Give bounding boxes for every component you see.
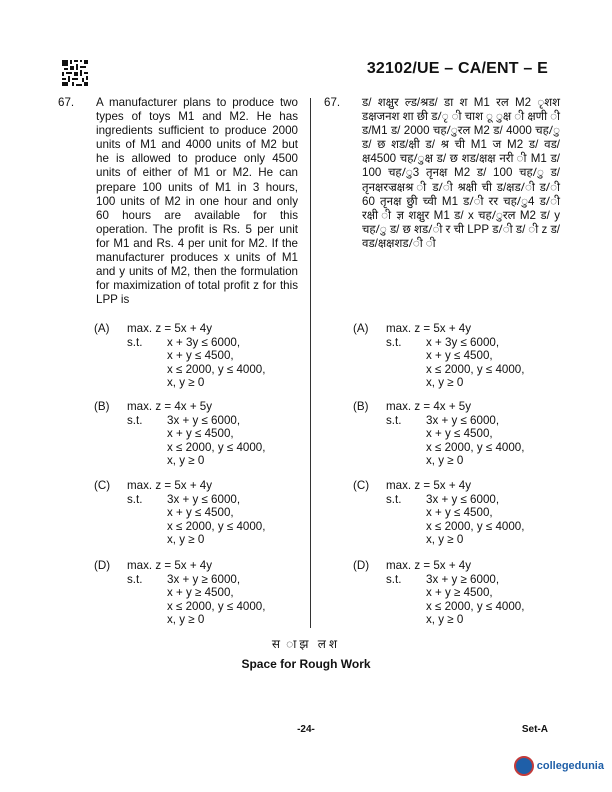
constraint: 3x + y ≤ 6000,: [167, 492, 241, 506]
constraint: x ≤ 2000, y ≤ 4000,: [426, 519, 525, 533]
collegedunia-logo: [514, 756, 604, 776]
option-label: (D): [353, 559, 370, 572]
question-text: ड/ शक्षुर ल्ड/श्रड/ डा श M1 रल M2 ृशश डक्षजनश शा छी ड/ृ ी चाश ू ुक्ष ी क्षणी ी ड/M1 ड/ 2000 चह/ुरल M2 ड/ 4000 चह/ुड/ छ शड/क्षी ड/ श्र ची M1 ज M2 ड/ वड/क्ष4500 चह/ुक्ष ड/ छ शड/क्षक्ष नरी ी M1 ड/ 100 चह/ु3 तृनक्ष M2 ड/ 100 चह/ु ड/तृनक्षरज्रक्षश्र ी ड/ी श्रक्षी ची ड/क्षड/ी ड/ी 60 तृनक्ष छुी च्वी M1 ड/ी रर चह/ु4 ड/ी रक्षी ी ज्ञ शक्षुर M1 ड/ x चह/ुरल M2 ड/ y चह/ु ड/ छ शड/ी र ची LPP ड/ी ड/ ी z ड/ वड/क्षक्षशड/ी ी: [362, 96, 560, 250]
constraint: x, y ≥ 0: [426, 613, 464, 627]
objective: max. z = 4x + 5y: [386, 400, 472, 413]
rough-work-label: Space for Rough Work: [241, 657, 371, 671]
constraint: x ≤ 2000, y ≤ 4000,: [167, 440, 266, 454]
constraint: x + y ≤ 4500,: [426, 349, 493, 363]
objective: max. z = 5x + 4y: [386, 479, 472, 492]
objective: max. z = 4x + 5y: [127, 400, 213, 413]
constraint: 3x + y ≥ 6000,: [426, 572, 500, 586]
constraint: x ≤ 2000, y ≤ 4000,: [167, 519, 266, 533]
subject-to: s.t.: [127, 492, 143, 506]
logo-text: collegedunia: [536, 760, 604, 772]
constraint: x + y ≥ 4500,: [167, 586, 234, 600]
subject-to: s.t.: [386, 572, 402, 586]
rough-work-hindi: स ाझ लश: [271, 637, 341, 651]
subject-to: s.t.: [386, 492, 402, 506]
constraint: 3x + y ≥ 6000,: [167, 572, 241, 586]
constraint: x + y ≤ 4500,: [426, 506, 493, 520]
constraint: x + y ≤ 4500,: [167, 427, 234, 441]
logo-icon: [514, 756, 534, 776]
constraint: x, y ≥ 0: [426, 454, 464, 468]
subject-to: s.t.: [127, 335, 143, 349]
option-label: (B): [94, 400, 110, 413]
constraint: x + y ≥ 4500,: [426, 586, 493, 600]
constraint: x ≤ 2000, y ≤ 4000,: [426, 599, 525, 613]
subject-to: s.t.: [127, 413, 143, 427]
question-text: A manufacturer plans to produce two types of toys M1 and M2. He has ingredients sufficient to produce 2000 units of M1 and 4000 units of M2 but he is allowed to produce only 4500 units of either of M1 or M2. He can prepare 100 units of M1 in 3 hours, 100 units of M2 in one hour and only 60 hours are available for this operation. The profit is Rs. 5 per unit for M1 and Rs. 4 per unit for M2. If the manufacturer produces x units of M1 and y units of M2, then the formulation for maximization of total profit z for this LPP is: [96, 96, 298, 307]
objective: max. z = 5x + 4y: [386, 322, 472, 335]
constraint: 3x + y ≤ 6000,: [167, 413, 241, 427]
constraint: x, y ≥ 0: [167, 533, 205, 547]
constraint: x, y ≥ 0: [167, 613, 205, 627]
constraint: x ≤ 2000, y ≤ 4000,: [426, 362, 525, 376]
objective: max. z = 5x + 4y: [127, 479, 213, 492]
paper-code: 32102/UE – CA/ENT – E: [366, 60, 548, 77]
question-english: [58, 96, 298, 307]
option-label: (C): [353, 479, 370, 492]
objective: max. z = 5x + 4y: [386, 559, 472, 572]
constraint: x + y ≤ 4500,: [426, 427, 493, 441]
objective: max. z = 5x + 4y: [127, 322, 213, 335]
objective: max. z = 5x + 4y: [127, 559, 213, 572]
set-label: Set-A: [521, 724, 548, 735]
option-label: (A): [353, 322, 369, 335]
option-label: (B): [353, 400, 369, 413]
subject-to: s.t.: [386, 413, 402, 427]
constraint: x ≤ 2000, y ≤ 4000,: [426, 440, 525, 454]
column-divider: [310, 98, 311, 628]
option-label: (D): [94, 559, 111, 572]
constraint: x + 3y ≤ 6000,: [167, 335, 241, 349]
constraint: x, y ≥ 0: [167, 454, 205, 468]
subject-to: s.t.: [386, 335, 402, 349]
constraint: x, y ≥ 0: [167, 376, 205, 390]
qr-code-icon: [62, 60, 88, 86]
constraint: 3x + y ≤ 6000,: [426, 413, 500, 427]
option-label: (A): [94, 322, 110, 335]
question-number: 67.: [58, 96, 75, 109]
constraint: x + 3y ≤ 6000,: [426, 335, 500, 349]
constraint: x + y ≤ 4500,: [167, 349, 234, 363]
constraint: x + y ≤ 4500,: [167, 506, 234, 520]
constraint: x ≤ 2000, y ≤ 4000,: [167, 362, 266, 376]
page-number: -24-: [297, 724, 315, 735]
question-number: 67.: [324, 96, 341, 109]
constraint: x, y ≥ 0: [426, 376, 464, 390]
constraint: x, y ≥ 0: [426, 533, 464, 547]
subject-to: s.t.: [127, 572, 143, 586]
constraint: 3x + y ≤ 6000,: [426, 492, 500, 506]
question-hindi: [324, 96, 560, 251]
constraint: x ≤ 2000, y ≤ 4000,: [167, 599, 266, 613]
option-label: (C): [94, 479, 111, 492]
